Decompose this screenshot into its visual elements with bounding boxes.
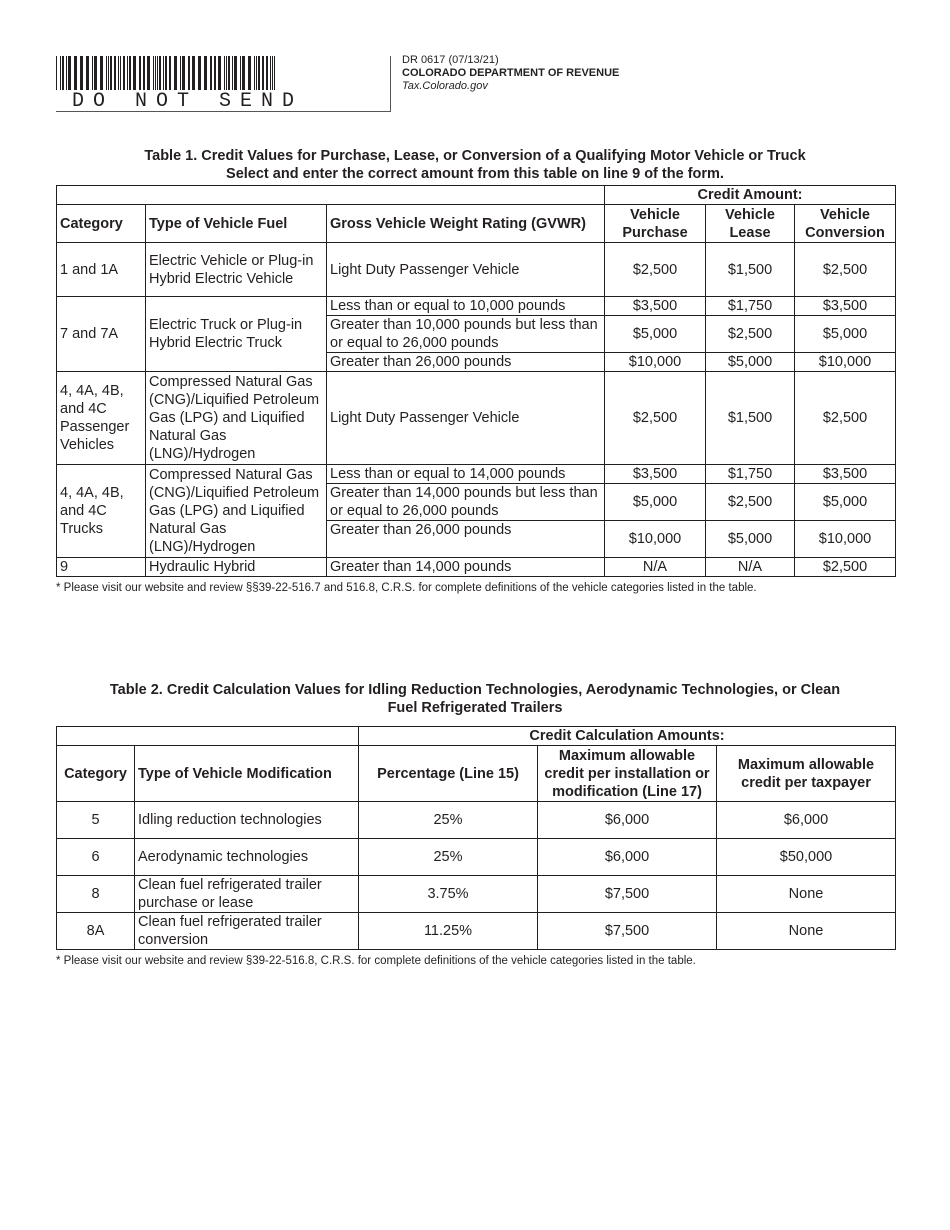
col-lease-header: Vehicle Lease xyxy=(706,205,795,243)
lease-cell: $2,500 xyxy=(706,484,795,521)
header-divider xyxy=(56,111,390,112)
conversion-cell: $10,000 xyxy=(795,353,896,372)
purchase-cell: $2,500 xyxy=(605,372,706,465)
max-install-cell: $6,000 xyxy=(538,839,717,876)
col-max-install-header: Maximum allowable credit per installation or modification (Line 17) xyxy=(538,746,717,802)
credit-amount-header: Credit Amount: xyxy=(605,186,896,205)
gvwr-cell: Greater than 26,000 pounds xyxy=(327,521,605,558)
percentage-cell: 3.75% xyxy=(359,876,538,913)
conversion-cell: $5,000 xyxy=(795,316,896,353)
purchase-cell: $5,000 xyxy=(605,316,706,353)
table-row xyxy=(57,558,896,577)
max-install-cell: $7,500 xyxy=(538,876,717,913)
table-row xyxy=(57,465,896,484)
table1-footnote: * Please visit our website and review §§39-22-516.7 and 516.8, C.R.S. for complete definitions of the vehicle categories listed in the table. xyxy=(56,582,757,594)
category-cell: 9 xyxy=(57,558,146,577)
max-install-cell: $6,000 xyxy=(538,802,717,839)
gvwr-cell: Greater than 14,000 pounds xyxy=(327,558,605,577)
percentage-cell: 25% xyxy=(359,802,538,839)
table-row xyxy=(57,802,896,839)
table-row xyxy=(57,839,896,876)
form-id: DR 0617 (07/13/21) xyxy=(402,54,499,66)
conversion-cell: $5,000 xyxy=(795,484,896,521)
table-row xyxy=(57,297,896,316)
col-percentage-header: Percentage (Line 15) xyxy=(359,746,538,802)
credit-calc-header: Credit Calculation Amounts: xyxy=(359,727,896,746)
gvwr-cell: Greater than 26,000 pounds xyxy=(327,353,605,372)
max-taxpayer-cell: None xyxy=(717,876,896,913)
col-conversion-header: Vehicle Conversion xyxy=(795,205,896,243)
header-vertical-divider xyxy=(390,56,391,112)
conversion-cell: $2,500 xyxy=(795,558,896,577)
max-taxpayer-cell: $6,000 xyxy=(717,802,896,839)
fuel-type-cell: Electric Truck or Plug-in Hybrid Electric Truck xyxy=(146,297,327,372)
gvwr-cell: Light Duty Passenger Vehicle xyxy=(327,372,605,465)
gvwr-cell: Greater than 10,000 pounds but less than or equal to 26,000 pounds xyxy=(327,316,605,353)
conversion-cell: $10,000 xyxy=(795,521,896,558)
category-cell: 6 xyxy=(57,839,135,876)
conversion-cell: $2,500 xyxy=(795,243,896,297)
modification-cell: Aerodynamic technologies xyxy=(135,839,359,876)
barcode-image xyxy=(56,56,278,90)
table1-group-header-row xyxy=(57,186,896,205)
modification-cell: Idling reduction technologies xyxy=(135,802,359,839)
max-taxpayer-cell: None xyxy=(717,913,896,950)
purchase-cell: $10,000 xyxy=(605,353,706,372)
fuel-type-cell: Electric Vehicle or Plug-in Hybrid Electric Vehicle xyxy=(146,243,327,297)
lease-cell: $5,000 xyxy=(706,521,795,558)
table-row xyxy=(57,876,896,913)
lease-cell: $1,750 xyxy=(706,297,795,316)
percentage-cell: 11.25% xyxy=(359,913,538,950)
category-cell: 8 xyxy=(57,876,135,913)
fuel-type-cell: Compressed Natural Gas (CNG)/Liquified Petroleum Gas (LPG) and Liquified Natural Gas (LNG)/Hydrogen xyxy=(146,465,327,558)
table-row xyxy=(57,913,896,950)
lease-cell: $1,500 xyxy=(706,243,795,297)
fuel-type-cell: Hydraulic Hybrid xyxy=(146,558,327,577)
department-name: COLORADO DEPARTMENT OF REVENUE xyxy=(402,67,620,79)
purchase-cell: $10,000 xyxy=(605,521,706,558)
table2-group-header-row xyxy=(57,727,896,746)
gvwr-cell: Light Duty Passenger Vehicle xyxy=(327,243,605,297)
conversion-cell: $3,500 xyxy=(795,465,896,484)
do-not-send-label: DO NOT SEND xyxy=(72,90,304,113)
modification-cell: Clean fuel refrigerated trailer purchase or lease xyxy=(135,876,359,913)
table2-title: Table 2. Credit Calculation Values for Idling Reduction Technologies, Aerodynamic Technologies, or Clean Fuel Refrigerated Trailers xyxy=(109,682,841,716)
max-taxpayer-cell: $50,000 xyxy=(717,839,896,876)
table2-footnote: * Please visit our website and review §39-22-516.8, C.R.S. for complete definitions of the vehicle categories listed in the table. xyxy=(56,955,696,967)
table2-header-row xyxy=(57,746,896,802)
purchase-cell: N/A xyxy=(605,558,706,577)
gvwr-cell: Less than or equal to 10,000 pounds xyxy=(327,297,605,316)
purchase-cell: $3,500 xyxy=(605,465,706,484)
col-modification-header: Type of Vehicle Modification xyxy=(135,746,359,802)
col-fuel-header: Type of Vehicle Fuel xyxy=(146,205,327,243)
col-category-header: Category xyxy=(57,746,135,802)
table2 xyxy=(56,726,896,950)
table1-header-row xyxy=(57,205,896,243)
category-cell: 1 and 1A xyxy=(57,243,146,297)
lease-cell: $1,750 xyxy=(706,465,795,484)
gvwr-cell: Greater than 14,000 pounds but less than or equal to 26,000 pounds xyxy=(327,484,605,521)
col-purchase-header: Vehicle Purchase xyxy=(605,205,706,243)
website: Tax.Colorado.gov xyxy=(402,80,488,92)
category-cell: 8A xyxy=(57,913,135,950)
purchase-cell: $5,000 xyxy=(605,484,706,521)
conversion-cell: $2,500 xyxy=(795,372,896,465)
conversion-cell: $3,500 xyxy=(795,297,896,316)
table-row xyxy=(57,243,896,297)
lease-cell: N/A xyxy=(706,558,795,577)
lease-cell: $5,000 xyxy=(706,353,795,372)
purchase-cell: $2,500 xyxy=(605,243,706,297)
max-install-cell: $7,500 xyxy=(538,913,717,950)
col-gvwr-header: Gross Vehicle Weight Rating (GVWR) xyxy=(327,205,605,243)
table1-title: Table 1. Credit Values for Purchase, Lease, or Conversion of a Qualifying Motor Vehicle or Truck Select and enter the correct amount from this table on line 9 of the form. xyxy=(144,148,806,182)
col-max-taxpayer-header: Maximum allowable credit per taxpayer xyxy=(717,746,896,802)
modification-cell: Clean fuel refrigerated trailer conversion xyxy=(135,913,359,950)
category-cell: 7 and 7A xyxy=(57,297,146,372)
gvwr-cell: Less than or equal to 14,000 pounds xyxy=(327,465,605,484)
purchase-cell: $3,500 xyxy=(605,297,706,316)
lease-cell: $1,500 xyxy=(706,372,795,465)
category-cell: 5 xyxy=(57,802,135,839)
form-header xyxy=(402,54,619,93)
table1 xyxy=(56,185,896,577)
category-cell: 4, 4A, 4B, and 4C Trucks xyxy=(57,465,146,558)
lease-cell: $2,500 xyxy=(706,316,795,353)
percentage-cell: 25% xyxy=(359,839,538,876)
fuel-type-cell: Compressed Natural Gas (CNG)/Liquified Petroleum Gas (LPG) and Liquified Natural Gas (LNG)/Hydrogen xyxy=(146,372,327,465)
category-cell: 4, 4A, 4B, and 4C Passenger Vehicles xyxy=(57,372,146,465)
table-row xyxy=(57,372,896,465)
col-category-header: Category xyxy=(57,205,146,243)
